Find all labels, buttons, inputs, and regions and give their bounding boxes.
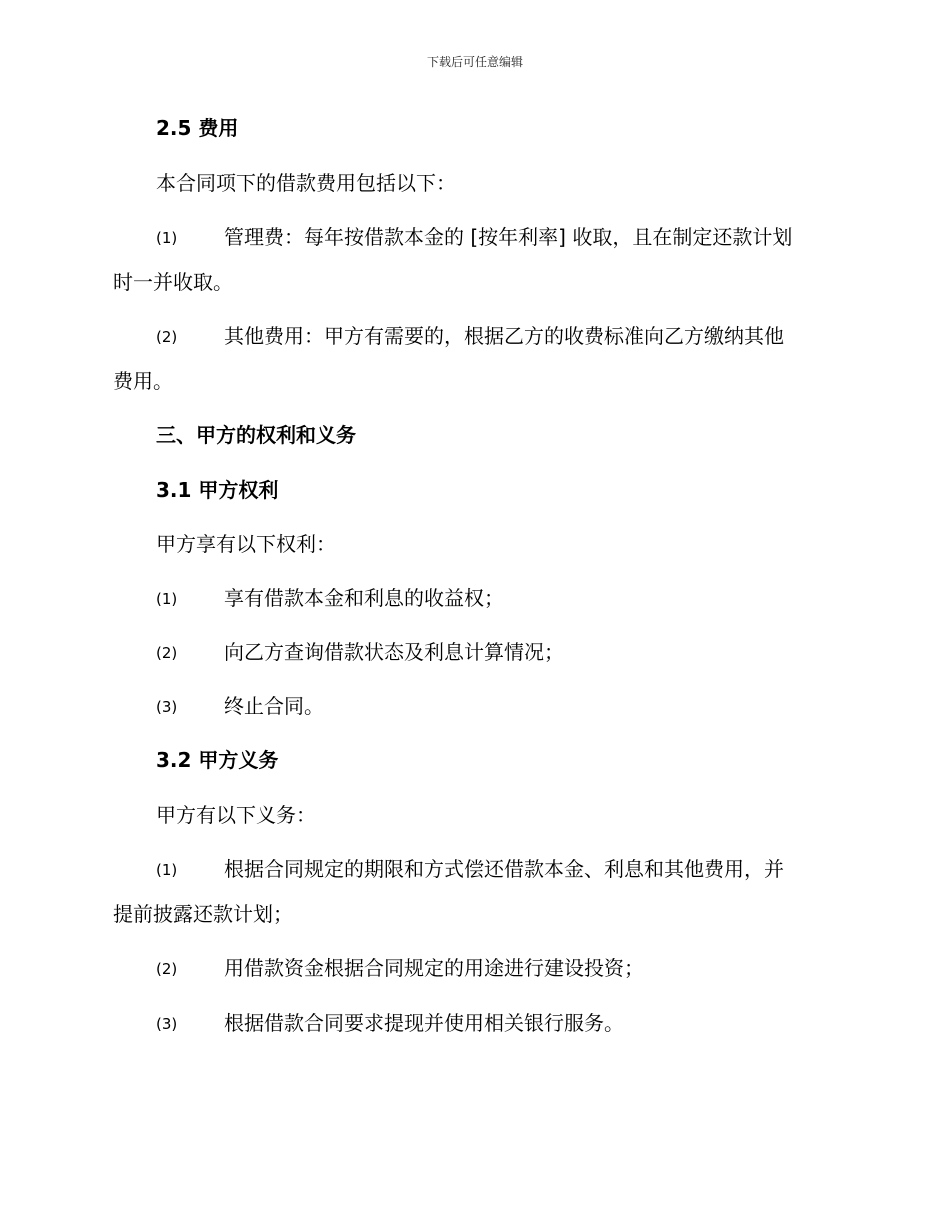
section-heading-3-2: 3.2 甲方义务 [156,748,279,772]
paragraph-intro-2-5: 本合同项下的借款费用包括以下： [156,171,456,195]
list-item-number: (2) [156,328,178,346]
list-item-number: (1) [156,590,178,608]
list-item-text: 向乙方查询借款状态及利息计算情况； [224,640,564,664]
paragraph-intro-3-2: 甲方有以下义务： [156,803,316,827]
list-item-number: (2) [156,644,178,662]
list-item-text: 享有借款本金和利息的收益权； [224,586,504,610]
chapter-heading-3: 三、甲方的权利和义务 [156,423,356,447]
page-header: 下载后可任意编辑 [426,55,523,69]
list-item-continuation: 费用。 [113,369,173,393]
list-item-text: 终止合同。 [224,694,324,718]
section-heading-2-5: 2.5 费用 [156,116,239,140]
list-item-continuation: 提前披露还款计划； [113,902,293,926]
list-item-number: (1) [156,229,178,247]
paragraph-intro-3-1: 甲方享有以下权利： [156,532,336,556]
list-item-text: 管理费：每年按借款本金的 [按年利率] 收取，且在制定还款计划 [224,225,793,249]
list-item-text: 用借款资金根据合同规定的用途进行建设投资； [224,956,644,980]
list-item-number: (3) [156,698,178,716]
list-item-number: (1) [156,861,178,879]
list-item-number: (2) [156,960,178,978]
list-item-continuation: 时一并收取。 [113,270,233,294]
list-item-text: 根据借款合同要求提现并使用相关银行服务。 [224,1011,624,1035]
section-heading-3-1: 3.1 甲方权利 [156,478,279,502]
list-item-number: (3) [156,1015,178,1033]
list-item-text: 其他费用：甲方有需要的，根据乙方的收费标准向乙方缴纳其他 [224,324,784,348]
list-item-text: 根据合同规定的期限和方式偿还借款本金、利息和其他费用，并 [224,857,784,881]
